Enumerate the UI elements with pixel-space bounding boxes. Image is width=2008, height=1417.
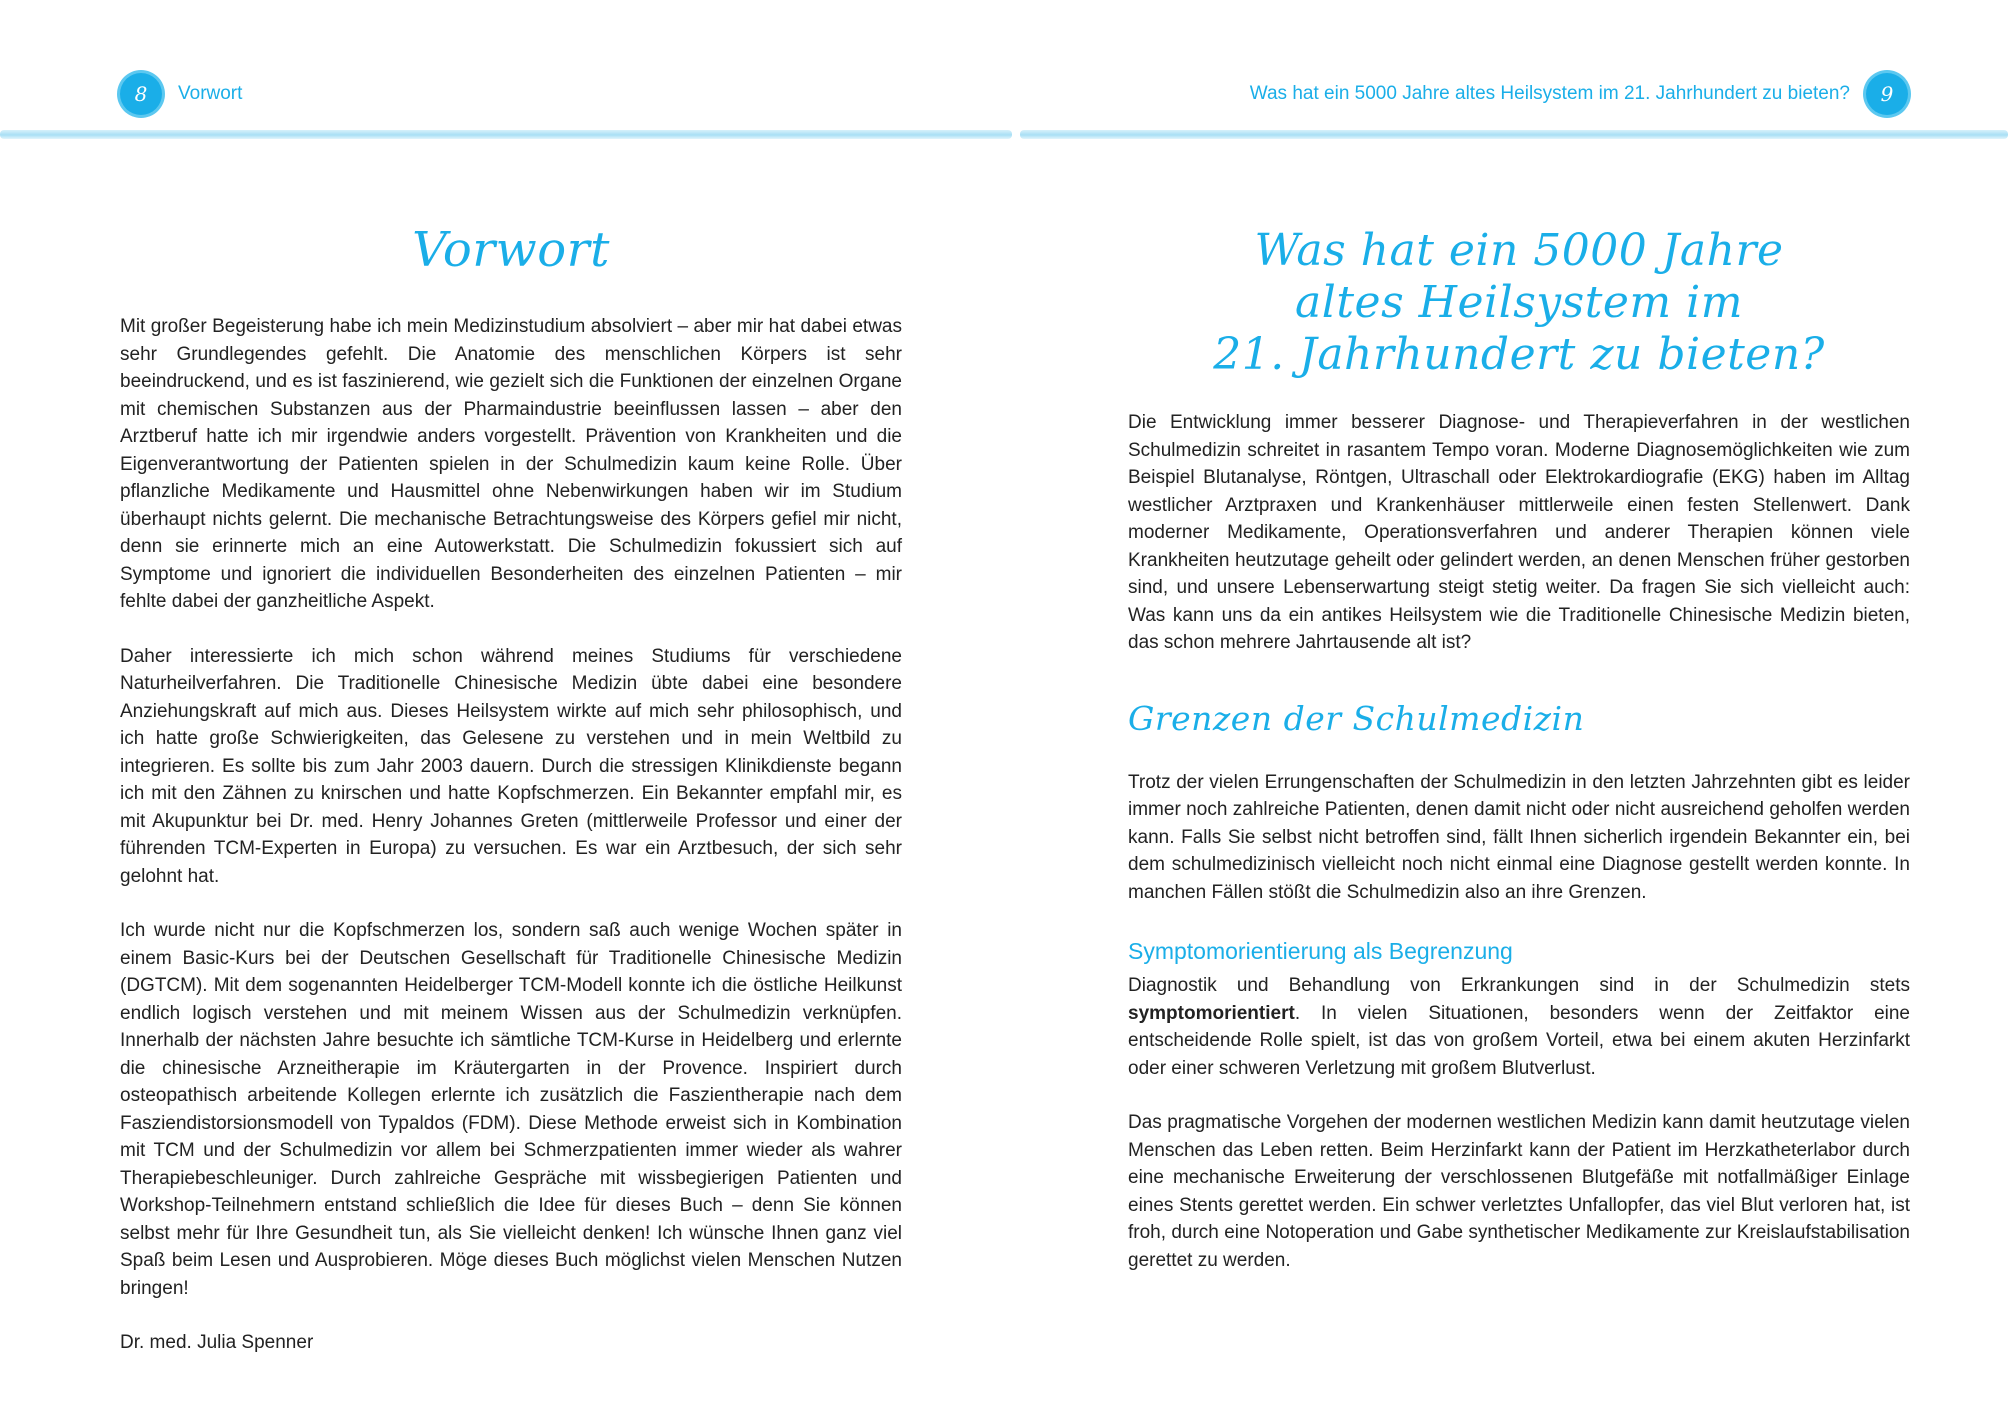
running-head-right: Was hat ein 5000 Jahre altes Heilsystem im 21. Jahrhundert zu bieten? — [1249, 83, 1850, 104]
chapter-title-line-2: altes Heilsystem im — [1295, 277, 1743, 328]
header-left — [120, 70, 242, 118]
sub-text-bold: symptomorientiert — [1128, 1002, 1295, 1024]
last-paragraph: Das pragmatische Vorgehen der modernen westlichen Medizin kann damit heutzutage vielen Menschen das Leben retten. Beim Herzinfarkt kann der Patient im Herzkatheterlabor durch eine mechanische Erweiterung der verschlossenen Blutgefäße mit notfallmäßiger Einlage eines Stents gerettet werden. Ein schwer verletztes Unfallopfer, das viel Blut verloren hat, ist froh, durch eine Notoperation und Gabe synthetischer Medikamente zur Kreislaufstabilisation gerettet zu werden. — [1128, 1112, 1910, 1271]
vorwort-paragraph-3: Ich wurde nicht nur die Kopfschmerzen los, sondern saß auch wenige Wochen später in einem Basic-Kurs bei der Deutschen Gesellschaft für Traditionelle Chinesische Medizin (DGTCM). Mit dem sogenannten Heidelberger TCM-Modell konnte ich die östliche Heilkunst endlich logisch verstehen und mit meinem Wissen aus der Schulmedizin verknüpfen. Innerhalb der nächsten Jahre besuchte ich sämtliche TCM-Kurse in Heidelberg und erlernte die chinesische Arzneitherapie im Kräutergarten in der Provence. Inspiriert durch osteopathisch arbeitende Kollegen erlernte ich zusätzlich die Faszientherapie nach dem Fasziendistorsionsmodell von Typaldos (FDM). Diese Methode erweist sich in Kombination mit TCM und der Schulmedizin vor allem bei Schmerzpatienten immer wieder als wahrer Therapiebeschleuniger. Durch zahlreiche Gespräche mit wissbegierigen Patienten und Workshop-Teilnehmern entstand schließlich die Idee für dieses Buch – denn Sie können selbst mehr für Ihre Gesundheit tun, als Sie vielleicht denken! Ich wünsche Ihnen ganz viel Spaß beim Lesen und Ausprobieren. Möge dieses Buch möglichst vielen Menschen Nutzen bringen! — [120, 920, 902, 1299]
vorwort-paragraph-1: Mit großer Begeisterung habe ich mein Medizinstudium absolviert – aber mir hat dabei etwas sehr Grundlegendes gefehlt. Die Anatomie des menschlichen Körpers ist sehr beeindruckend, und es ist faszinierend, wie gezielt sich die Funktionen der einzelnen Organe mit chemischen Substanzen aus der Pharmaindustrie beeinflussen lassen – aber den Arztberuf hatte ich mir irgendwie anders vorgestellt. Prävention von Krankheiten und die Eigenverantwortung der Patienten spielen in der Schulmedizin kaum keine Rolle. Über pflanzliche Medikamente und Hausmittel ohne Nebenwirkungen haben wir im Studium überhaupt nichts gelernt. Die mechanische Betrachtungsweise des Körpers gefiel mir nicht, denn sie erinnerte mich an eine Autowerkstatt. Die Schulmedizin fokussiert sich auf Symptome und ignoriert die individuellen Besonderheiten des einzelnen Patienten – mir fehlte dabei der ganzheitliche Aspekt. — [120, 316, 902, 612]
section-heading: Grenzen der Schulmedizin — [1128, 698, 1585, 738]
subsection-paragraph — [1128, 972, 1910, 1082]
sub-text-after: . In vielen Situationen, besonders wenn der Zeitfaktor eine entscheidende Rolle spielt, ist das von großem Vorteil, etwa bei einem akuten Herzinfarkt oder einer schweren Verletzung mit großem Blutverlust. — [1128, 1002, 1910, 1079]
page-number-badge-right: 9 — [1866, 73, 1908, 115]
chapter-title — [1128, 215, 1910, 381]
chapter-title-line-1: Was hat ein 5000 Jahre — [1254, 225, 1784, 276]
header-band-right — [1020, 130, 2008, 139]
section-paragraph: Trotz der vielen Errungenschaften der Schulmedizin in den letzten Jahrzehnten gibt es leider immer noch zahlreiche Patienten, denen damit nicht oder nicht ausreichend geholfen werden kann. Falls Sie selbst nicht betroffen sind, fällt Ihnen sicherlich irgendein Bekannter ein, bei dem schulmedizinisch vielleicht noch nicht einmal eine Diagnose gestellt werden konnte. In manchen Fällen stößt die Schulmedizin also an ihre Grenzen. — [1128, 771, 1910, 903]
subheading: Symptomorientierung als Begrenzung — [1128, 938, 1513, 964]
header-band-left — [0, 130, 1012, 139]
chapter-title-line-3: 21. Jahrhundert zu bieten? — [1213, 329, 1825, 380]
header-right — [1250, 70, 1908, 118]
left-page — [120, 215, 902, 1357]
page-number-badge-left: 8 — [120, 73, 162, 115]
sub-text-before: Diagnostik und Behandlung von Erkrankungen sind in der Schulmedizin stets — [1128, 975, 1910, 996]
vorwort-paragraph-2: Daher interessierte ich mich schon während meines Studiums für verschiedene Naturheilverfahren. Die Traditionelle Chinesische Medizin übte dabei eine besondere Anziehungskraft auf mich aus. Dieses Heilsystem wirkte auf mich sehr philosophisch, und ich hatte große Schwierigkeiten, das Gelesene zu verstehen und in mein Weltbild zu integrieren. Es sollte bis zum Jahr 2003 dauern. Durch die stressigen Klinikdienste begann ich mit den Zähnen zu knirschen und hatte Kopfschmerzen. Ein Bekannter empfahl mir, es mit Akupunktur bei Dr. med. Henry Johannes Greten (mittlerweile Professor und einer der führenden TCM-Experten in Europa) zu versuchen. Es war ein Arztbesuch, der sich sehr gelohnt hat. — [120, 645, 902, 887]
signature: Dr. med. Julia Spenner — [120, 1332, 314, 1353]
page-title-vorwort: Vorwort — [412, 222, 610, 278]
running-head-left: Vorwort — [178, 83, 243, 104]
intro-paragraph: Die Entwicklung immer besserer Diagnose- und Therapieverfahren in der westlichen Schulmedizin schreitet in rasantem Tempo voran. Moderne Diagnosemöglichkeiten wie zum Beispiel Blutanalyse, Röntgen, Ultraschall oder Elektrokardiografie (EKG) haben im Alltag westlicher Arztpraxen und Krankenhäuser mittlerweile einen festen Stellenwert. Dank moderner Medikamente, Operationsverfahren und anderer Therapien können viele Krankheiten heutzutage geheilt oder gelindert werden, an denen Menschen früher gestorben sind, und unsere Lebenserwartung steigt stetig weiter. Da fragen Sie sich vielleicht auch: Was kann uns da ein antikes Heilsystem wie die Traditionelle Chinesische Medizin bieten, das schon mehrere Jahrtausende alt ist? — [1128, 412, 1910, 653]
right-page — [1128, 215, 1910, 1274]
